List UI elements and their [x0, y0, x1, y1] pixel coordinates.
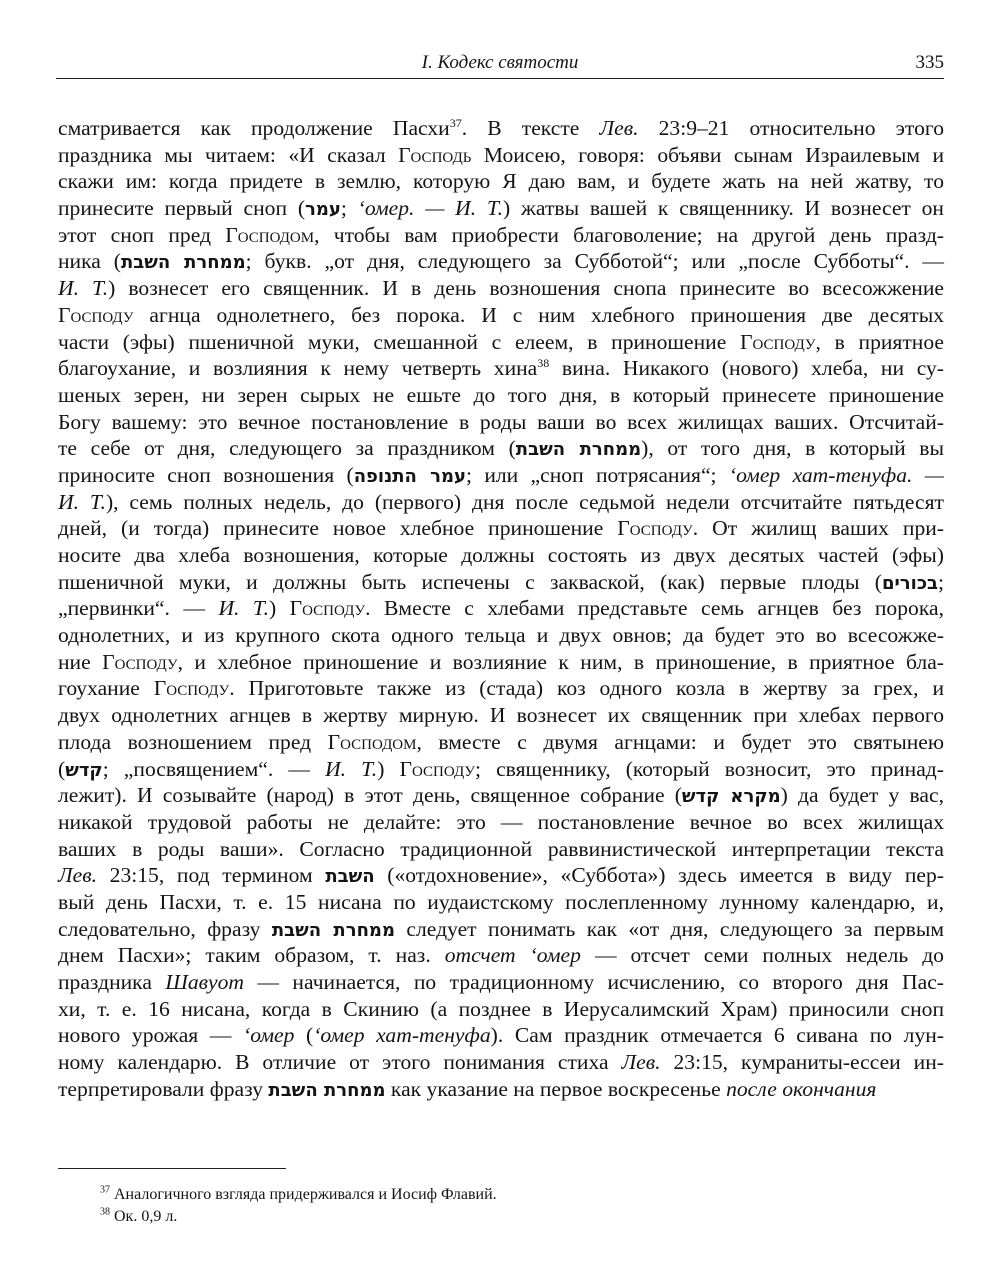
footnote-ref: 38 [537, 356, 550, 370]
text-run: плода возношением пред [58, 729, 328, 754]
text-line [58, 889, 944, 916]
text-run: — отсчет семи полных недель до [580, 943, 944, 968]
text-run: праздника мы читаем: «И сказал [58, 142, 399, 167]
text-run: ) да будет у вас, [780, 783, 944, 808]
text-line [58, 462, 944, 489]
text-run: И. Т. [58, 489, 106, 514]
text-run: терпретировали фразу [58, 1076, 269, 1101]
text-run: ; или „сноп потрясания“; [465, 462, 729, 487]
text-run: принесите первый сноп ( [58, 196, 306, 221]
hebrew-term: עמר התנופה [353, 465, 466, 487]
text-run: этот сноп пред [58, 222, 226, 247]
text-run: следовательно, фразу [58, 916, 272, 941]
text-run: Господу [153, 676, 230, 701]
text-run: ; священнику, (который возносит, это принад- [474, 756, 944, 781]
footnote-ref: 37 [449, 115, 462, 130]
hebrew-term: ממחרת השבת [120, 252, 246, 274]
text-run: ние [58, 649, 103, 674]
text-run: ) [377, 756, 400, 781]
text-run: И. Т. [325, 756, 378, 781]
text-line [58, 782, 944, 809]
text-run: хи, т. е. 16 нисана, когда в Скинию (а позднее в Иерусалимский Храм) приносили сноп [58, 996, 944, 1021]
text-run: „первинки“. — [58, 596, 219, 621]
text-line [58, 729, 944, 756]
text-run: . Приготовьте также из (стада) коз одного козла в жертву за грех, и [229, 676, 944, 701]
text-line [58, 195, 944, 222]
text-run: ). Сам праздник отмечается 6 сивана по лун- [490, 1023, 944, 1048]
text-run: Господом [225, 222, 315, 247]
text-run: («отдохновение», «Суббота») здесь имеется в виду пер- [374, 863, 944, 888]
text-run: сматривается как продолжение Пасхи [58, 116, 450, 140]
running-title: I. Кодекс святости [421, 52, 579, 73]
text-run: — начинается, по традиционному исчислению, со второго дня Пас- [244, 970, 944, 994]
text-run: Господу [289, 596, 366, 621]
hebrew-term: השבת [325, 866, 375, 888]
text-run: никакой трудовой работы не делайте: это — постановление вечное во всех жилищах [58, 809, 944, 834]
text-line [58, 595, 944, 622]
text-line [58, 115, 944, 142]
footnotes [100, 1184, 497, 1228]
text-run: ному календарю. В отличие от этого понимания стиха [58, 1050, 622, 1075]
text-run: , вместе с двумя агнцами: и будет это святынею [416, 729, 944, 754]
text-run: ), от того дня, в который вы [641, 436, 945, 461]
text-line [58, 435, 944, 462]
text-line [58, 862, 944, 889]
hebrew-term: ממחרת השבת [268, 1079, 386, 1101]
text-line [58, 329, 944, 356]
hebrew-term: בכורים [881, 572, 938, 594]
hebrew-term: מקרא קדש [681, 786, 781, 808]
text-run: 23:15, под термином [96, 863, 326, 888]
text-run: 23:9–21 относительно этого [638, 116, 944, 140]
text-run: нового урожая — [58, 1023, 244, 1048]
text-run: днем Пасхи»; таким образом, т. наз. [58, 943, 445, 968]
text-line [58, 969, 944, 996]
text-run: вина. Никакого (нового) хлеба, ни су- [549, 356, 944, 381]
text-line [58, 809, 944, 836]
text-run: ; [938, 569, 944, 594]
text-run: праздника [58, 970, 166, 994]
text-line [58, 302, 944, 329]
text-run: те себе от дня, следующего за праздником ( [58, 436, 516, 461]
text-run: ) вознесет его священник. И в день возношения снопа принесите во всесожжение [108, 276, 944, 301]
text-run: Лев. [58, 863, 97, 888]
text-line [58, 649, 944, 676]
text-line [58, 1049, 944, 1076]
text-run: скажи им: когда придете в землю, которую Я даю вам, и будете жать на ней жатву, то [58, 169, 944, 194]
text-run: Господу [617, 516, 693, 541]
text-run: , чтобы вам приобрести благоволение; на другой день празд- [314, 222, 944, 247]
text-run: Господом [327, 729, 417, 754]
text-run: части (эфы) пшеничной муки, смешанной с елеем, в приношение [58, 329, 741, 354]
text-line [58, 916, 944, 943]
footnote [100, 1206, 497, 1228]
text-run: однолетних, и из крупного скота одного тельца и двух овнов; да будет это во всесожже- [58, 623, 944, 648]
text-run: следует понимать как «от дня, следующего за первым [395, 916, 945, 941]
text-line [58, 542, 944, 569]
text-run: отсчет ʻомер [444, 943, 581, 968]
text-line [58, 515, 944, 542]
text-line [58, 275, 944, 302]
text-run: И. Т. [218, 596, 269, 621]
text-line [58, 622, 944, 649]
text-run: после окончания [726, 1076, 877, 1101]
text-run: двух однолетних агнцев в жертву мирную. И вознесет их священник при хлебах первого [58, 703, 944, 728]
text-run: ; [340, 196, 358, 221]
text-run: агнца однолетнего, без порока. И с ним хлебного приношения две десятых [133, 302, 944, 327]
text-run: Шавуот [165, 970, 245, 994]
text-run: ʻомер. — И. Т. [357, 196, 504, 221]
footnote-divider [58, 1168, 286, 1169]
text-line [58, 248, 944, 275]
text-run: 23:15, кумраниты-ессеи ин- [660, 1050, 944, 1075]
text-line [58, 996, 944, 1023]
footnote-number: 37 [100, 1184, 110, 1196]
text-line [58, 756, 944, 783]
text-line [58, 1076, 944, 1103]
main-text [58, 115, 944, 1102]
text-run: ʻомер хат-тенуфа. — [728, 462, 944, 487]
footnote-number: 38 [100, 1206, 110, 1218]
text-run: Лев. [621, 1050, 661, 1075]
text-run: ʻомер [243, 1023, 295, 1048]
text-run: И. Т. [58, 276, 109, 301]
text-run: , в приятное [815, 329, 944, 354]
hebrew-term: ממחרת השבת [271, 919, 395, 941]
text-run: ) [268, 596, 290, 621]
text-run: ʻомер хат-тенуфа [313, 1023, 491, 1048]
text-run: ; „посвящением“. — [102, 756, 326, 781]
hebrew-term: קדש [65, 759, 103, 781]
text-run: Моисею, говоря: объяви сынам Израилевым и [471, 142, 944, 167]
text-run: как указание на первое воскресенье [385, 1076, 727, 1101]
text-run: Господу [740, 329, 816, 354]
text-run: вый день Пасхи, т. е. 15 нисана по иудаистскому послепленному лунному календарю, и, [58, 889, 944, 914]
text-run: ( [58, 756, 66, 781]
text-run: . Вместе с хлебами представьте семь агнцев без порока, [365, 596, 944, 621]
text-line [58, 675, 944, 702]
footnote [100, 1184, 497, 1206]
text-line [58, 382, 944, 409]
text-run: Господу [102, 649, 178, 674]
text-run: Господу [399, 756, 475, 781]
text-run: дней, (и тогда) принесите новое хлебное приношение [58, 516, 618, 541]
page-number: 335 [915, 52, 944, 73]
footnote-text: Аналогичного взгляда придерживался и Иосиф Флавий. [114, 1186, 497, 1203]
footnote-text: Ок. 0,9 л. [114, 1208, 178, 1225]
text-line [58, 355, 944, 382]
text-run: Господу [58, 302, 134, 327]
text-run: приносите сноп возношения ( [58, 462, 354, 487]
text-run: ( [294, 1023, 314, 1048]
text-run: . В тексте [461, 116, 600, 140]
text-line [58, 836, 944, 863]
text-line [58, 409, 944, 436]
text-run: пшеничной муки, и должны быть испечены с закваской, (как) первые плоды ( [58, 569, 882, 594]
text-line [58, 569, 944, 596]
text-run: ; букв. „от дня, следующего за Субботой“; или „после Субботы“. — [245, 249, 944, 274]
hebrew-term: עמר [305, 199, 341, 221]
text-run: лежит). И созывайте (народ) в этот день, священное собрание ( [58, 783, 682, 808]
text-line [58, 142, 944, 169]
text-run: ), семь полных недель, до (первого) дня после седьмой недели отсчитайте пятьдесят [105, 489, 944, 514]
text-line [58, 942, 944, 969]
text-run: ника ( [58, 249, 121, 274]
text-run: ваших в роды ваши». Согласно традиционной раввинистической интерпретации текста [58, 836, 944, 861]
text-run: Лев. [599, 116, 639, 140]
text-run: гоухание [58, 676, 154, 701]
text-line [58, 222, 944, 249]
text-run: . От жилищ ваших при- [692, 516, 944, 541]
text-line [58, 489, 944, 516]
text-run: носите два хлеба возношения, которые должны состоять из двух десятых частей (эфы) [58, 543, 944, 567]
text-line [58, 702, 944, 729]
hebrew-term: ממחרת השבת [515, 439, 642, 461]
text-run: Богу вашему: это вечное постановление в роды ваши во всех жилищах ваших. Отсчитай- [58, 409, 944, 434]
text-line [58, 1022, 944, 1049]
text-line [58, 168, 944, 195]
text-run: , и хлебное приношение и возлияние к ним, в приношение, в приятное бла- [177, 649, 944, 674]
text-run: благоухание, и возлияния к нему четверть хина [58, 356, 538, 381]
text-run: ) жатвы вашей к священнику. И вознесет он [503, 196, 944, 221]
text-run: Господь [398, 142, 472, 167]
running-header [56, 52, 944, 79]
text-run: шеных зерен, ни зерен сырых не ешьте до того дня, в который принесете приношение [58, 382, 944, 407]
